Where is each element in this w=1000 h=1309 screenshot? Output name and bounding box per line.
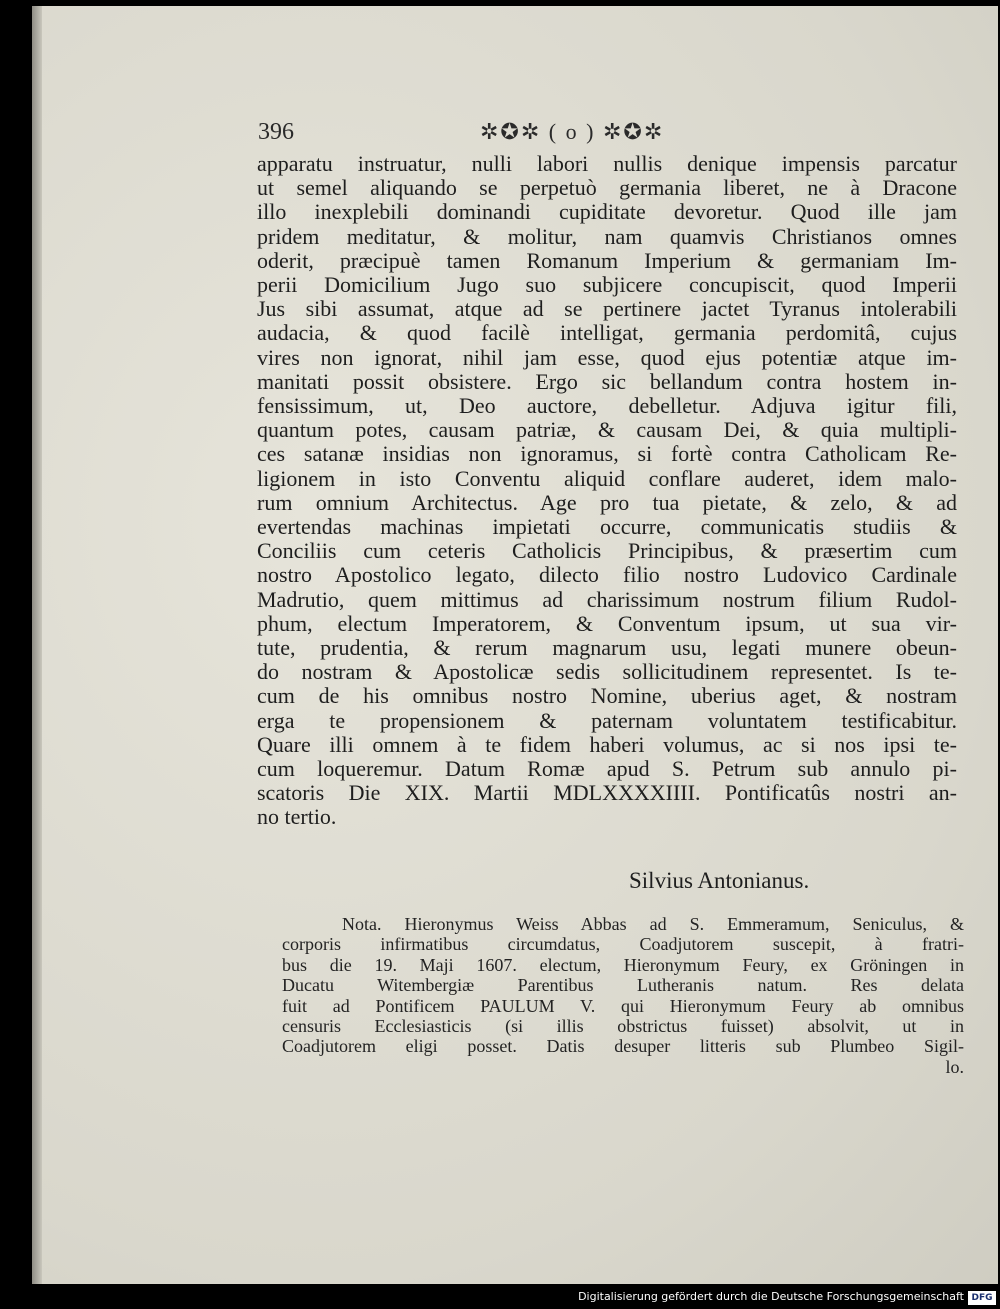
note-line: bus die 19. Maji 1607. electum, Hieronymum Feury, ex Gröningen in xyxy=(282,954,964,975)
body-line: nostro Apostolico legato, dilecto filio nostro Ludovico Cardinale xyxy=(257,562,957,588)
page-gutter-shadow xyxy=(32,6,42,1284)
document-page xyxy=(32,6,998,1284)
body-line: Quare illi omnem à te fidem haberi volumus, ac si nos ipsi te- xyxy=(257,731,957,757)
page-header xyxy=(258,119,958,149)
body-line: phum, electum Imperatorem, & Conventum ipsum, ut sua vir- xyxy=(257,610,957,636)
body-line: tute, prudentia, & rerum magnarum usu, legati munere obeun- xyxy=(257,635,957,661)
body-line: illo inexplebili dominandi cupiditate devoretur. Quod ille jam xyxy=(257,199,957,225)
body-line: scatoris Die XIX. Martii MDLXXXXIIII. Pontificatûs nostri an- xyxy=(257,780,957,806)
page-number: 396 xyxy=(258,119,294,145)
note-line: fuit ad Pontificem PAULUM V. qui Hieronymum Feury ab omnibus xyxy=(282,995,964,1016)
body-line: Conciliis cum ceteris Catholicis Principibus, & præsertim cum xyxy=(257,538,957,564)
body-line: apparatu instruatur, nulli labori nullis denique impensis parcatur xyxy=(257,151,957,176)
note-line: corporis infirmatibus circumdatus, Coadjutorem suscepit, à fratri- xyxy=(282,934,964,955)
funding-notice: Digitalisierung gefördert durch die Deutsche Forschungsgemeinschaft xyxy=(578,1290,964,1303)
body-line: quantum potes, causam patriæ, & causam Dei, & quia multipli- xyxy=(257,417,957,443)
body-line: vires non ignorat, nihil jam esse, quod ejus potentiæ atque im- xyxy=(257,344,957,370)
body-line: audacia, & quod facilè intelligat, germania perdomitâ, cujus xyxy=(257,320,957,346)
note-line: Nota. Hieronymus Weiss Abbas ad S. Emmeramum, Seniculus, & xyxy=(342,914,964,934)
note-line: Coadjutorem eligi posset. Datis desuper litteris sub Plumbeo Sigil- xyxy=(282,1036,964,1057)
body-line: Madrutio, quem mittimus ad charissimum nostrum filium Rudol- xyxy=(257,586,957,612)
body-line: Jus sibi assumat, atque ad se pertinere jactet Tyranus intolerabili xyxy=(257,296,957,322)
body-line: ligionem in isto Conventu aliquid conflare auderet, idem malo- xyxy=(257,465,957,491)
body-line: erga te propensionem & paternam voluntatem testificabitur. xyxy=(257,707,957,733)
note-line: Ducatu Witembergiæ Parentibus Lutheranis natum. Res delata xyxy=(282,975,964,996)
body-line: cum de his omnibus nostro Nomine, uberius aget, & nostram xyxy=(257,683,957,709)
body-line: cum loqueremur. Datum Romæ apud S. Petrum sub annulo pi- xyxy=(257,756,957,782)
note-line: censuris Ecclesiasticis (si illis obstrictus fuisset) absolvit, ut in xyxy=(282,1016,964,1037)
body-line: rum omnium Architectus. Age pro tua pietate, & zelo, & ad xyxy=(257,489,957,515)
body-line: manitati possit obsistere. Ergo sic bellandum contra hostem in- xyxy=(257,368,957,394)
body-line: evertendas machinas impietati occurre, communicatis studiis & xyxy=(257,514,957,540)
body-line: fensissimum, ut, Deo auctore, debelletur. Adjuva igitur fili, xyxy=(257,393,957,419)
body-line: perii Domicilium Jugo suo subjicere concupiscit, quod Imperii xyxy=(257,272,957,298)
main-text xyxy=(257,152,957,830)
signature: Silvius Antonianus. xyxy=(629,868,810,893)
body-line: ut semel aliquando se perpetuò germania liberet, ne à Dracone xyxy=(257,175,957,201)
body-line: pridem meditatur, & molitur, nam quamvis Christianos omnes xyxy=(257,223,957,249)
body-line: oderit, præcipuè tamen Romanum Imperium & germaniam Im- xyxy=(257,247,957,273)
footnote xyxy=(282,914,964,1077)
body-line: ces satanæ insidias non ignoramus, si fortè contra Catholicam Re- xyxy=(257,441,957,467)
header-ornament: ✲✪✲ ( o ) ✲✪✲ xyxy=(480,119,665,144)
note-line: lo. xyxy=(945,1056,964,1077)
footer-bar xyxy=(0,1288,1000,1309)
dfg-logo: DFG xyxy=(968,1291,996,1305)
body-line: no tertio. xyxy=(257,804,337,830)
body-line: do nostram & Apostolicæ sedis sollicitudinem representet. Is te- xyxy=(257,659,957,685)
